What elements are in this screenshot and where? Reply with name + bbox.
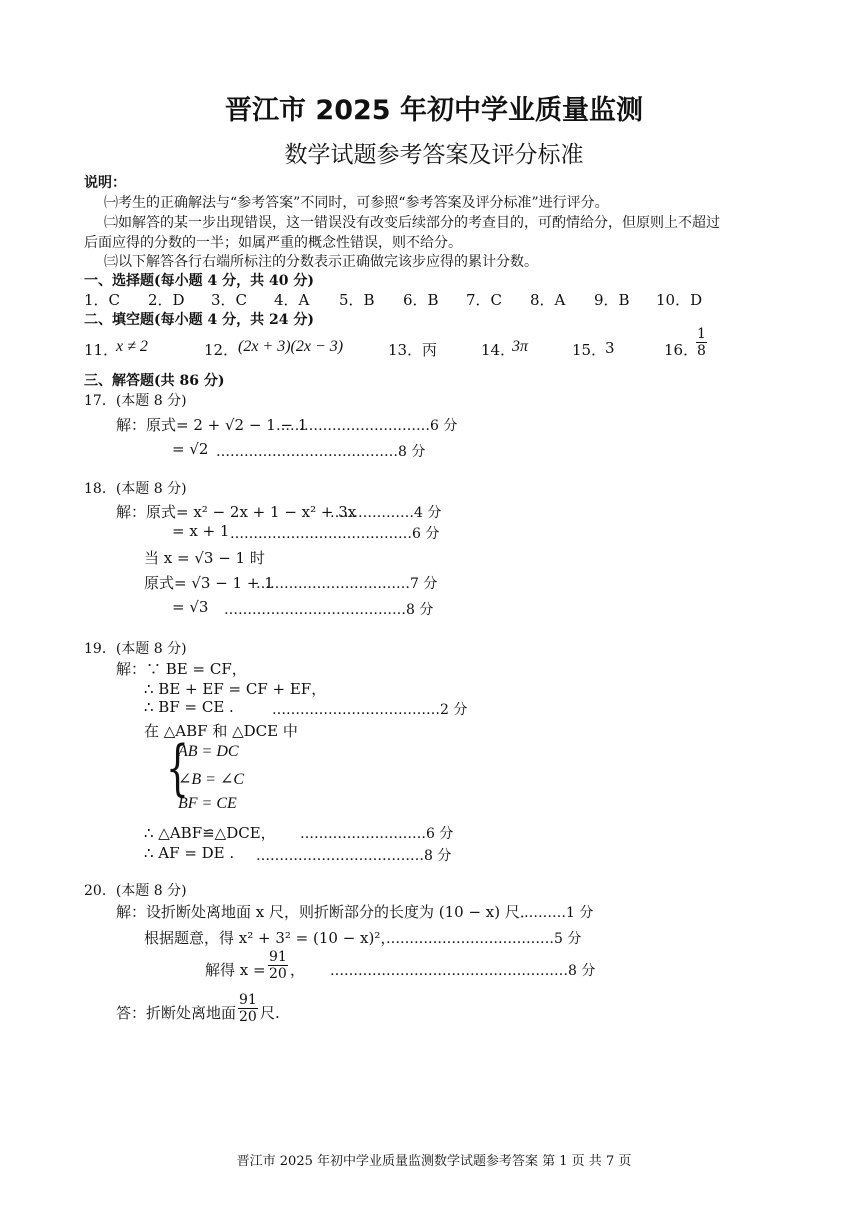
q16-number: 16． <box>664 341 699 359</box>
p18-header: 18．(本题 8 分) <box>84 481 187 497</box>
answer-3: 3．C <box>211 291 248 309</box>
answer-2: 2．D <box>148 291 185 309</box>
q14-answer: 3π <box>512 338 529 355</box>
page-subtitle: 数学试题参考答案及评分标准 <box>284 142 584 168</box>
p17-line1-score: ……………………………6 分 <box>276 418 458 434</box>
note-2b: 后面应得的分数的一半；如属严重的概念性错误，则不给分。 <box>84 235 462 251</box>
p20-line2-score: ………………………………5 分 <box>386 931 582 947</box>
q11-number: 11． <box>84 341 119 359</box>
note-1: ㈠考生的正确解法与“参考答案”不同时，可参照“参考答案及评分标准”进行评分。 <box>104 195 609 211</box>
p19-header: 19．(本题 8 分) <box>84 641 187 657</box>
q16-answer-fraction <box>696 327 707 358</box>
q14-number: 14． <box>481 341 516 359</box>
q13-answer: 丙 <box>422 341 438 359</box>
p18-line1: 解：原式= x² − 2x + 1 − x² + 3x <box>116 503 357 521</box>
page-footer: 晋江市 2025 年初中学业质量监测数学试题参考答案 第 1 页 共 7 页 <box>236 1154 632 1169</box>
section1-heading: 一、选择题(每小题 4 分，共 40 分) <box>84 273 314 289</box>
q12-number: 12． <box>204 341 239 359</box>
q15-number: 15． <box>572 341 607 359</box>
q16-numerator: 1 <box>697 326 706 342</box>
p19-line6: ∴ AF = DE . <box>144 844 235 862</box>
notes-label: 说明： <box>84 175 126 191</box>
answer-7: 7．C <box>466 291 503 309</box>
answer-1: 1．C <box>84 291 121 309</box>
p20-line1-score: ………1 分 <box>524 905 594 921</box>
p20-line2: 根据题意，得 x² + 3² = (10 − x)²， <box>144 929 396 947</box>
p20-line3-comma: ， <box>290 961 306 979</box>
p20-line1: 解：设折断处离地面 x 尺，则折断部分的长度为 (10 − x) 尺． <box>116 903 535 921</box>
p19-line3: ∴ BF = CE . <box>144 698 234 716</box>
p19-line6-score: ………………………………8 分 <box>256 848 452 864</box>
p19-condition2: ∠B = ∠C <box>178 771 245 788</box>
page-title: 晋江市 2025 年初中学业质量监测 <box>225 95 643 126</box>
p19-line1: 解：∵ BE = CF， <box>116 660 247 678</box>
p17-line2-score: …………………………………8 分 <box>216 444 426 460</box>
p20-answer-denominator: 20 <box>239 1009 257 1025</box>
q15-answer: 3 <box>605 339 615 357</box>
q13-number: 13． <box>388 341 423 359</box>
p18-line3: 当 x = √3 − 1 时 <box>144 549 265 567</box>
p19-condition3: BF = CE <box>178 795 237 812</box>
p19-line4: 在 △ABF 和 △DCE 中 <box>144 722 298 740</box>
p17-line2: = √2 <box>172 440 209 458</box>
p18-line2: = x + 1 <box>172 522 230 540</box>
p19-line2: ∴ BE + EF = CF + EF， <box>144 680 327 698</box>
p19-condition1: AB = DC <box>178 743 239 760</box>
p19-line5-score: ………………………6 分 <box>300 826 454 842</box>
p18-line1-score: ………………4 分 <box>330 505 442 521</box>
p18-line5-score: …………………………………8 分 <box>224 602 434 618</box>
section3-heading: 三、解答题(共 86 分) <box>84 373 225 389</box>
p20-answer-label: 答：折断处离地面 <box>116 1004 237 1022</box>
answer-5: 5．B <box>339 291 375 309</box>
answer-4: 4．A <box>274 291 310 309</box>
answer-10: 10．D <box>656 291 703 309</box>
q12-answer: (2x + 3)(2x − 3) <box>238 338 344 355</box>
brace-symbol: { <box>166 733 189 803</box>
p18-line2-score: …………………………………6 分 <box>230 526 440 542</box>
note-2a: ㈡如解答的某一步出现错误，这一错误没有改变后续部分的考查目的，可酌情给分，但原则上不超过 <box>104 215 720 231</box>
p19-line5: ∴ △ABF≌△DCE， <box>144 824 276 842</box>
q16-denominator: 8 <box>697 343 706 359</box>
p20-header: 20．(本题 8 分) <box>84 883 187 899</box>
p20-line3-numerator: 91 <box>269 949 287 965</box>
p17-header: 17．(本题 8 分) <box>84 393 187 409</box>
answer-6: 6．B <box>403 291 439 309</box>
p18-line4-score: ……………………………7 分 <box>256 576 438 592</box>
q11-answer: x ≠ 2 <box>116 338 148 355</box>
p19-line3-score: ………………………………2 分 <box>272 702 468 718</box>
p20-line3-score: ……………………………………………8 分 <box>330 963 596 979</box>
p20-answer-numerator: 91 <box>239 992 257 1008</box>
answer-8: 8．A <box>530 291 566 309</box>
p20-line3-fraction <box>268 950 288 981</box>
note-3: ㈢以下解答各行右端所标注的分数表示正确做完该步应得的累计分数。 <box>104 254 538 270</box>
p17-line1: 解：原式= 2 + √2 − 1 − 1 <box>116 416 308 434</box>
answer-9: 9．B <box>594 291 630 309</box>
p20-line3-label: 解得 x = <box>205 961 266 979</box>
p18-line5: = √3 <box>172 598 209 616</box>
p18-line4: 原式= √3 − 1 + 1 <box>144 574 274 592</box>
section2-heading: 二、填空题(每小题 4 分，共 24 分) <box>84 312 314 328</box>
p20-answer-fraction <box>238 993 258 1024</box>
p20-line3-denominator: 20 <box>269 966 287 982</box>
p20-answer-unit: 尺. <box>260 1004 280 1022</box>
